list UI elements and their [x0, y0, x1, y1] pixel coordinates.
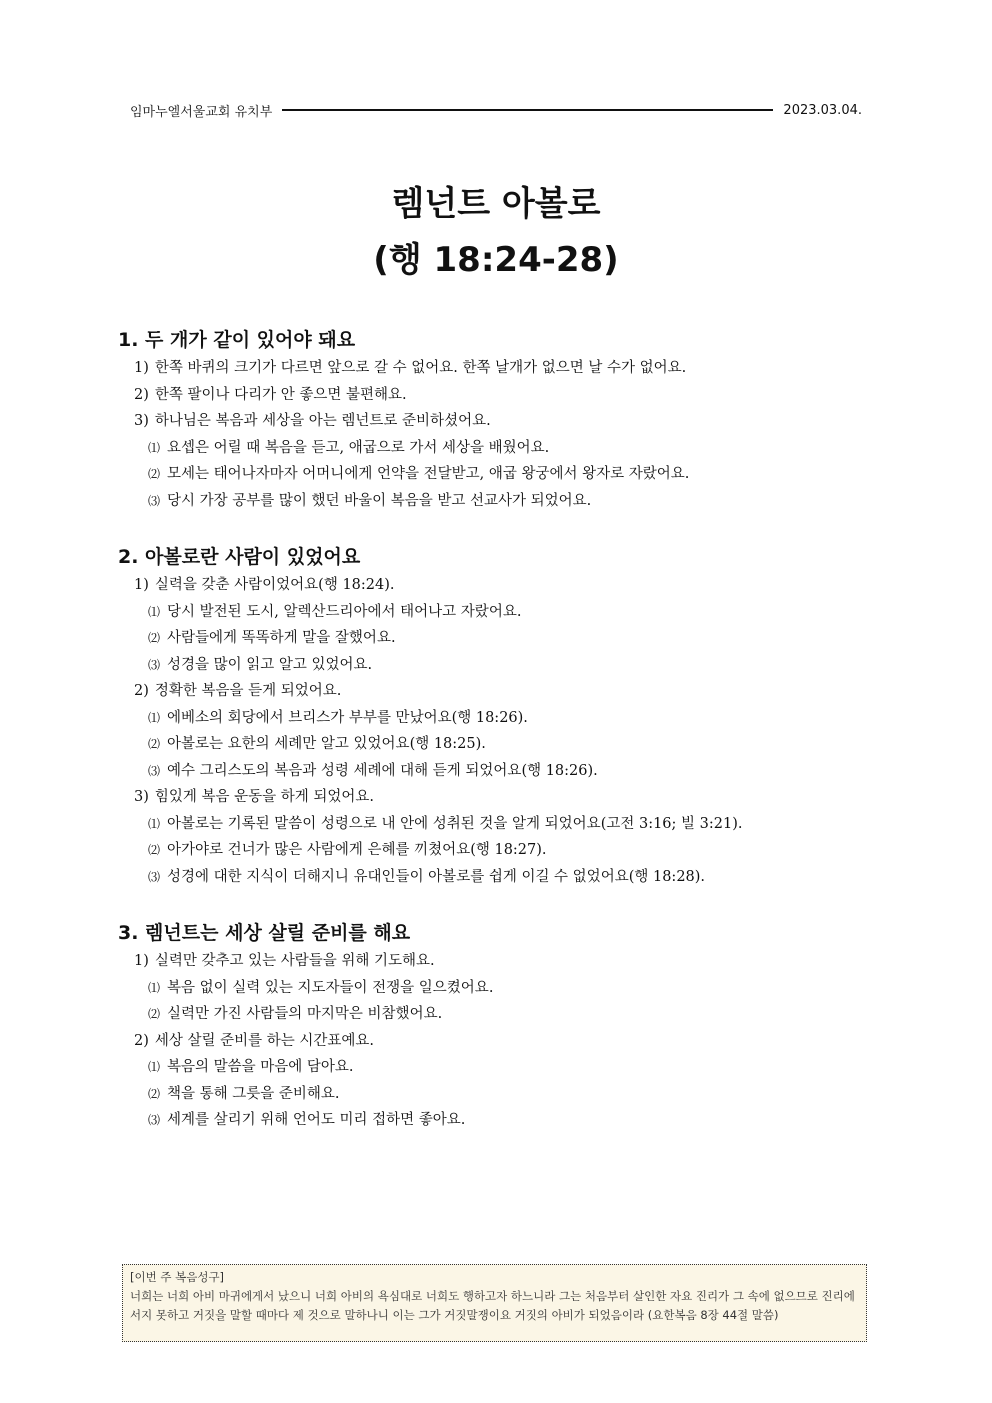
- subitem-number: ⑵: [148, 1086, 161, 1101]
- subitem-text: 성경을 많이 읽고 알고 있었어요.: [167, 656, 373, 673]
- item-number: 2): [134, 386, 149, 403]
- sermon-reference: (행 18:24-28): [373, 240, 619, 280]
- outline-item: [118, 678, 878, 705]
- section-heading: 1. 두 개가 같이 있어야 돼요: [118, 329, 356, 351]
- subitem-number: ⑵: [148, 467, 161, 481]
- subitem-number: ⑴: [148, 980, 161, 995]
- outline-item: [118, 572, 878, 599]
- outline-item: [118, 1028, 878, 1055]
- subitem-text: 사람들에게 똑똑하게 말을 잘했어요.: [167, 630, 396, 646]
- subitem-text: 복음 없이 실력 있는 지도자들이 전쟁을 일으켰어요.: [167, 979, 494, 996]
- subitem-number: ⑴: [148, 440, 161, 455]
- item-number: 1): [134, 953, 149, 969]
- subitem-number: ⑶: [148, 1113, 161, 1127]
- memory-verse-text: 너희는 너희 아비 마귀에게서 났으니 너희 아비의 욕심대로 너희도 행하고자 하느니라 그는 처음부터 살인한 자요 진리가 그 속에 없으므로 진리에 서지 못하고 거짓을 말할 때마다 제 것으로 말하나니 이는 그가 거짓말쟁이요 거짓의 아비가 되었음이라 (요한복음 8장 44절 말씀): [130, 1289, 855, 1322]
- subitem-text: 예수 그리스도의 복음과 성령 세례에 대해 듣게 되었어요(행 18:26).: [167, 762, 598, 779]
- outline-subitem: [118, 975, 878, 1002]
- outline-section: [118, 918, 878, 1134]
- header-rule: [282, 109, 773, 111]
- outline-subitem: [118, 811, 878, 838]
- outline-subitem: [118, 758, 878, 785]
- page-header: [130, 100, 862, 120]
- item-number: 3): [134, 789, 149, 805]
- item-number: 1): [134, 360, 149, 376]
- outline-subitem: [118, 731, 878, 758]
- outline-subitem: [118, 435, 878, 462]
- outline-item: [118, 784, 878, 811]
- outline-subitem: [118, 1081, 878, 1108]
- outline-subitem: [118, 625, 878, 652]
- item-text: 한쪽 팔이나 다리가 안 좋으면 불편해요.: [154, 386, 407, 403]
- subitem-number: ⑵: [148, 1007, 161, 1021]
- item-number: 2): [134, 683, 149, 699]
- subitem-text: 아볼로는 요한의 세례만 알고 있었어요(행 18:25).: [167, 736, 486, 752]
- church-name: 임마누엘서울교회 유치부: [130, 104, 273, 120]
- item-number: 3): [134, 413, 149, 429]
- subitem-number: ⑴: [148, 604, 161, 619]
- subitem-number: ⑵: [148, 843, 161, 857]
- subitem-text: 모세는 태어나자마자 어머니에게 언약을 전달받고, 애굽 왕궁에서 왕자로 자랐어요.: [167, 466, 690, 482]
- sermon-outline: [118, 325, 878, 1134]
- subitem-text: 요셉은 어릴 때 복음을 듣고, 애굽으로 가서 세상을 배웠어요.: [167, 439, 550, 456]
- item-text: 하나님은 복음과 세상을 아는 렘넌트로 준비하셨어요.: [154, 413, 491, 429]
- sermon-title: 렘넌트 아볼로: [391, 184, 601, 224]
- outline-subitem: [118, 652, 878, 679]
- outline-section: [118, 325, 878, 514]
- item-text: 힘있게 복음 운동을 하게 되었어요.: [154, 789, 375, 805]
- subitem-number: ⑶: [148, 869, 161, 884]
- outline-subitem: [118, 599, 878, 626]
- outline-section: [118, 542, 878, 890]
- subitem-number: ⑵: [148, 631, 161, 645]
- item-text: 한쪽 바퀴의 크기가 다르면 앞으로 갈 수 없어요. 한쪽 날개가 없으면 날 수가 없어요.: [154, 360, 687, 376]
- outline-subitem: [118, 1001, 878, 1028]
- outline-subitem: [118, 1054, 878, 1081]
- item-number: 1): [134, 577, 149, 593]
- subitem-text: 복음의 말씀을 마음에 담아요.: [167, 1059, 354, 1075]
- subitem-number: ⑴: [148, 710, 161, 725]
- subitem-text: 책을 통해 그릇을 준비해요.: [167, 1085, 340, 1102]
- subitem-text: 아가야로 건너가 많은 사람에게 은혜를 끼쳤어요(행 18:27).: [167, 842, 547, 858]
- outline-item: [118, 382, 878, 409]
- subitem-number: ⑴: [148, 1060, 161, 1074]
- item-text: 정확한 복음을 듣게 되었어요.: [154, 683, 342, 699]
- subitem-text: 성경에 대한 지식이 더해지니 유대인들이 아볼로를 쉽게 이길 수 없었어요(행 18:28).: [167, 868, 706, 885]
- subitem-number: ⑶: [148, 493, 161, 508]
- subitem-number: ⑴: [148, 816, 161, 831]
- item-text: 실력을 갖춘 사람이었어요(행 18:24).: [154, 577, 395, 593]
- subitem-number: ⑵: [148, 737, 161, 751]
- section-heading: 3. 렘넌트는 세상 살릴 준비를 해요: [118, 922, 411, 944]
- memory-verse-box: [122, 1264, 867, 1342]
- outline-item: [118, 355, 878, 382]
- outline-subitem: [118, 705, 878, 732]
- outline-subitem: [118, 864, 878, 891]
- memory-verse-label: [이번 주 복음성구]: [130, 1270, 225, 1284]
- outline-subitem: [118, 488, 878, 515]
- section-gap: [118, 514, 878, 542]
- item-text: 세상 살릴 준비를 하는 시간표예요.: [154, 1032, 375, 1049]
- subitem-text: 당시 발전된 도시, 알렉산드리아에서 태어나고 자랐어요.: [167, 603, 522, 620]
- section-heading: 2. 아볼로란 사람이 있었어요: [118, 546, 361, 568]
- subitem-text: 에베소의 회당에서 브리스가 부부를 만났어요(행 18:26).: [167, 709, 528, 726]
- subitem-text: 세계를 살리기 위해 언어도 미리 접하면 좋아요.: [167, 1112, 466, 1128]
- subitem-number: ⑶: [148, 763, 161, 778]
- bulletin-date: 2023.03.04.: [783, 102, 862, 118]
- subitem-number: ⑶: [148, 657, 161, 672]
- outline-item: [118, 948, 878, 975]
- subitem-text: 아볼로는 기록된 말씀이 성령으로 내 안에 성취된 것을 알게 되었어요(고전 3:16; 빌 3:21).: [167, 815, 743, 832]
- subitem-text: 당시 가장 공부를 많이 했던 바울이 복음을 받고 선교사가 되었어요.: [167, 492, 592, 509]
- outline-subitem: [118, 837, 878, 864]
- subitem-text: 실력만 가진 사람들의 마지막은 비참했어요.: [167, 1006, 443, 1022]
- outline-item: [118, 408, 878, 435]
- item-text: 실력만 갖추고 있는 사람들을 위해 기도해요.: [154, 953, 435, 969]
- section-gap: [118, 890, 878, 918]
- outline-subitem: [118, 461, 878, 488]
- outline-subitem: [118, 1107, 878, 1134]
- item-number: 2): [134, 1032, 149, 1049]
